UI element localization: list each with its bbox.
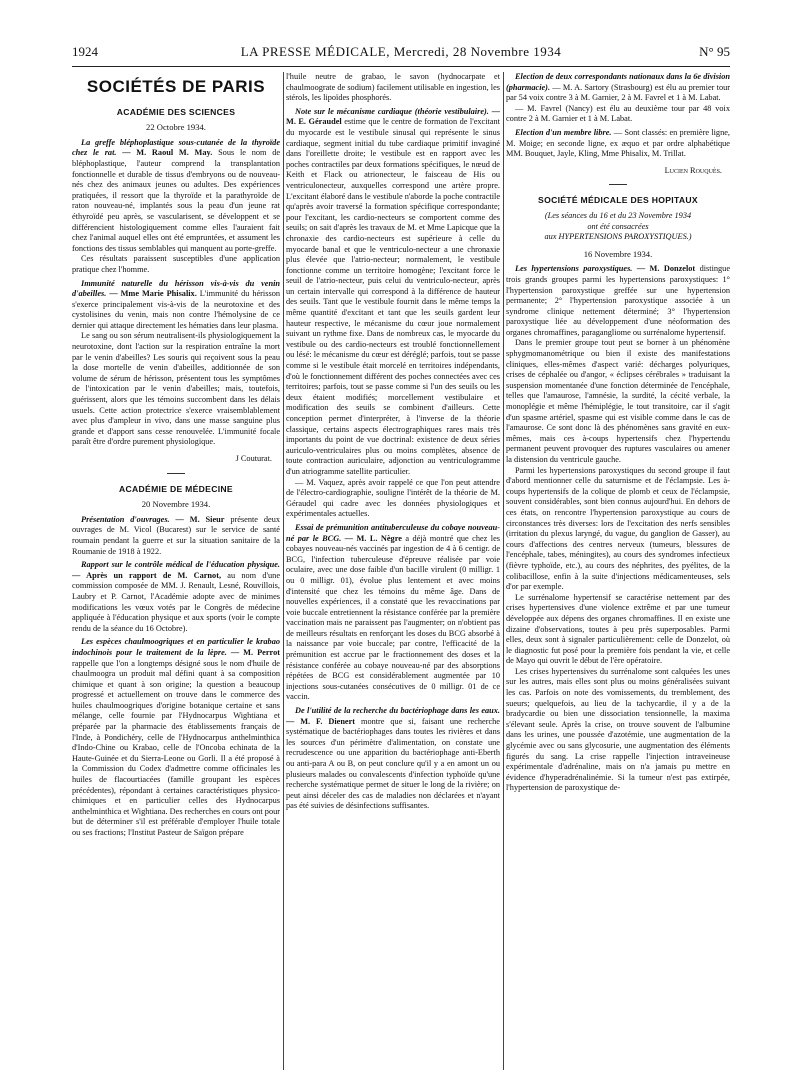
article-title: Rapport sur le contrôle médical de l'éducation physique. xyxy=(81,560,280,570)
article-paragraph: Le surrénalome hypertensif se caractérise nettement par des crises hypertensives d'une violence extrême et par une tumeur développée aux dépens des organes chromaffines. Il en existe une dizaine d'observations, toutes à peu près superposables. Parmi elles, deux sont à signaler particulièrement: celle de Donzelot, où le diagnostic fut posé pour la première fois pendant la vie, et celle de Mayo qui ouvrit le début de l'ère opératoire. xyxy=(506,592,730,666)
article-title: Les espèces chaulmoogriques et en particulier le krabao indochinois pour le traitement de la lèpre. xyxy=(72,637,280,657)
signature: J Couturat. xyxy=(235,454,272,463)
section-heading-academie-sciences: ACADÉMIE DES SCIENCES xyxy=(116,106,236,117)
section-date: 20 Novembre 1934. xyxy=(141,499,211,510)
article-paragraph: De l'utilité de la recherche du bactériophage dans les eaux. — M. F. Dienert montre que si, faisant une recherche systématique de bactériophages dans toutes les rivières et dans les sources d'un périmètre d'alimentation, on constate une recrudescence ou une apparition du bactériophage anti-Eberth ou anti-para A ou B, on peut conclure qu'il y a en amont un ou plusieurs malades ou convalescents d'infection typhoïde qu'une recherche systématique permet de situer le long de la rivière; on peut ainsi déceler des cas de maladies non déclarées et n'ayant pas été suivies de désinfections suffisantes. xyxy=(286,706,500,811)
section-separator xyxy=(609,184,627,185)
article-author: — Mme Marie Phisalix. xyxy=(109,289,197,299)
article-paragraph: — M. Vaquez, après avoir rappelé ce que l'on peut attendre de l'électro-cardiographie, souligne l'intérêt de la théorie de M. Géraudel qui cadre avec les données physiologiques et expérimentales actuelles. xyxy=(286,477,500,519)
article-paragraph: Immunité naturelle du hérisson vis-à-vis du venin d'abeilles. — Mme Marie Phisalix. L'immunité du hérisson s'exerce principalement vis-à-vis de la neurotoxine et des cystolisines du venin, mais non contre l'hémolysine de ce dernier qui attaque directement les hématies dans leur plasma. xyxy=(72,278,280,330)
signature: Lucien Rouquès. xyxy=(664,165,722,175)
article-paragraph: Parmi les hypertensions paroxystiques du second groupe il faut d'abord mentionner celle du saturnisme et de l'éclampsie. Les à-coups hypertensifs de la colique de plomb et ceux de l'éclampsie, souvent considérables, sont bien connus aujourd'hui. En dehors de ces états, on rencontre l'hypertension paroxystique au cours de circonstances très diverses: lors de l'excitation des nerfs sensibles (irritation du plexus laryngé, du vague, du ganglion de Gasser), au cours d'affections des centres nerveux (tumeurs, blessures de l'encéphale, tabes, méningites), au cours des syndromes infectieux (fièvre typhoïde, etc.), au cours des néphrites, des pyélites, de la colibacillose, enfin à la suite d'injections médicamenteuses, sels d'or par exemple. xyxy=(506,465,730,592)
journal-title: LA PRESSE MÉDICALE, Mercredi, 28 Novembre 1934 xyxy=(240,44,562,59)
article-paragraph: Ces résultats paraissent susceptibles d'une application pratique chez l'homme. xyxy=(72,254,280,274)
article-title: Immunité naturelle du hérisson vis-à-vis du venin d'abeilles. xyxy=(72,278,280,299)
article-paragraph: Les crises hypertensives du surrénalome sont calquées les unes sur les autres, mais elles sont plus ou moins généralisées suivant les cas. Parfois on note des vomissements, du tremblement, des sueurs; quelquefois, au lieu de la tachycardie, il y a de la bradycardie ou bien une dissociation tensionnelle, la maxima s'élevant seule. Après la crise, on trouve souvent de l'albumine dans les urines, une poussée d'azotémie, une augmentation de la glycémie avec ou sans glycosurie, une augmentation des éléments figurés du sang. La crise rappelle l'injection intraveineuse expérimentale d'adrénaline, mais on n'a jamais pu mettre en évidence d'hyperadrénalinémie. Si la tumeur n'est pas extirpée, l'hypertension de paroxystique de- xyxy=(506,666,730,793)
article-title: De l'utilité de la recherche du bactériophage dans les eaux. xyxy=(295,706,500,716)
article-paragraph: l'huile neutre de grabao, le savon (hydnocarpate et chaulmoograte de sodium) facilement utilisable en ingestion, les stérols, les lipoïdes phosphorés. xyxy=(286,72,500,103)
column-1 xyxy=(72,72,280,1072)
article-paragraph: Le sang ou son sérum neutralisent-ils physiologiquement la neurotoxine, dont l'action sur la respiration entraîne la mort par le venin d'abeilles? Les souris qui reçoivent sous la peau la dose mortelle de venin d'abeilles, additionnée de son volume de sérum de hérisson, présentent tous les symptômes de l'intoxication par le venin d'abeilles; mais, toutefois, guérissent, alors que les témoins succombent dans les délais usuels. Cette action protectrice s'exerce vraisemblablement avec plus d'ampleur in vivo, dans une masse sanguine plus grande et d'apport sans cesse renouvelée. L'immunité focale paraît être d'ordre purement physiologique. xyxy=(72,331,280,447)
page-header xyxy=(72,44,730,66)
article-author: — Après un rapport de M. Carnot, xyxy=(72,570,222,580)
page-number-left: 1924 xyxy=(72,44,98,59)
article-paragraph: Note sur le mécanisme cardiaque (théorie vestibulaire). — M. E. Géraudel estime que le centre de formation de l'excitant du myocarde est le vestibule sinusal qui représente le sinus cardiaque, segment initial du tube cardiaque primitif invaginé dans l'oreillette droite; le vestibule est en rapport avec les poches contractiles par deux formations spécifiques, le nœud de Keith et Flack ou atrionecteur, le faisceau de His ou ventriculonecteur, auxquelles correspond une artère propre. L'excitant élaboré dans le vestibule n'aborde la poche contractile qu'après avoir traversé la formation spécifique correspondante; pour l'excitant, les cardio-necteurs se comportent comme des seuils; on sait d'après les travaux de M. et Mme Lapicque que la chronaxie des cardio-necteurs est supérieure à celle du myocarde banal et que le ventriculo-necteur a une chronaxie plus élevée que l'atrio-necteur; normalement, le vestibule fonctionne comme un territoire homogène; l'excitant force le seuil de l'atrio-necteur, puis celui du ventriculo-necteur, après un certain intervalle qui correspond à la différence de hauteur des seuils. Tant que le vestibule fournit dans le même temps la même quantité d'excitant et tant que les seuils gardent leur hauteur respective, le mécanisme du cœur joue normalement suivant un rythme fixe. Dans de nombreux cas, le myocarde du vestibule ou des cardio-necteurs est troublé fonctionnellement ou lésé: le mécanisme du cœur est déréglé; parfois, tout se passe comme si le vestibule était morcelé en territoires indépendants, d'où le fonctionnement différent des poches connectées avec ces territoires; parfois, tout se passe comme si l'un des seuils ou les deux étaient modifiés; morcellement vestibulaire et modification des seuils se combinent d'ailleurs. Cette conception permet d'interpréter, à l'inverse de la théorie classique, certains aspects électrographiques rares mais très importants du point de vue doctrinal: existence de deux séries auriculo-ventriculaires plus ou moins complètes, absence de toute contraction auriculaire, adjonction au ventriculogramme d'un atriogramme satellite particulier. xyxy=(286,106,500,476)
article-title: Présentation d'ouvrages. xyxy=(81,514,170,524)
section-intro: (Les séances du 16 et du 23 Novembre 1934 ont été consacrées aux HYPERTENSIONS PAROXYSTIQUES.) xyxy=(544,210,692,242)
article-paragraph: Essai de prémunition antituberculeuse du cobaye nouveau-né par le BCG. — M. L. Nègre a déjà montré que chez les cobayes nouveau-nés vaccinés par ingestion de 4 à 6 centigr. de BCG, l'infection tuberculeuse d'épreuve réalisée par voie oculaire, avec une dose faible d'un bacille virulent (0 milligr. 1 ou 0 milligr. 01), évolue plus lentement et avec moins d'intensité que chez les témoins du même âge. Dans de nouvelles expériences, il a constaté que les revaccinations par voie buccale entretiennent la résistance conférée par la première vaccination mais ne paraissent pas l'augmenter; on n'obtient pas de meilleurs résultats en renforçant les doses du BCG absorbé à la naissance par voie buccale; par contre, l'efficacité de la prémunition est accrue par le fractionnement des doses et la résistance conférée au cobaye nouveau-né par des absorptions répétées de BCG est considérablement augmentée par 10 injections sous-cutanées consécutives de 0 milligr. 01 de ce vaccin. xyxy=(286,522,500,702)
section-heading-societe-medicale: SOCIÉTÉ MÉDICALE DES HOPITAUX xyxy=(538,195,698,206)
section-date: 16 Novembre 1934. xyxy=(583,248,653,259)
article-paragraph: Dans le premier groupe tout peut se borner à un phénomène sphygmomanométrique ou bien il existe des manifestations cliniques, elles-mêmes d'aspect varié: décharges polyuriques, crises de céphalée ou d'angor, « éclipses cérébrales » traduisant la suspension momentanée d'une fonction déterminée de l'encéphale, telles que l'amaurose, l'amnésie, la surdité, la cécité verbale, la monoplégie et même l'hémiplégie, le tout transitoire, car il s'agit d'un spasme artériel, spasme qui est visible comme dans le cas de l'amaurose. Ce sont donc là des phénomènes sans gravité en eux-mêmes, mais ces à-coups hypertensifs chez l'hypertendu permanent peuvent provoquer des ruptures vasculaires ou amener la distension du ventricule gauche. xyxy=(506,338,730,464)
article-paragraph: Election de deux correspondants nationaux dans la 6e division (pharmacie). — M. A. Sartory (Strasbourg) est élu au premier tour par 54 voix contre 3 à M. Garnier, 2 à M. Favrel et 1 à M. Labat. xyxy=(506,72,730,103)
section-date: 22 Octobre 1934. xyxy=(146,122,206,133)
article-title: Essai de prémunition antituberculeuse du cobaye nouveau-né par le BCG. xyxy=(286,522,500,543)
section-heading-academie-medecine: ACADÉMIE DE MÉDECINE xyxy=(119,483,233,494)
article-author: — M. E. Géraudel xyxy=(286,106,500,127)
article-paragraph: Rapport sur le contrôle médical de l'éducation physique. — Après un rapport de M. Carnot, au nom d'une commission composée de MM. J. Renault, Lesné, Rouvillois, Laubry et P. Carnot, l'Académie adopte avec de minimes modifications les vœux votés par le Congrès de médecine appliquée à l'éducation physique et aux sports (voir le compte rendu de la séance du 16 Octobre). xyxy=(72,560,280,633)
article-title: Election de deux correspondants nationaux dans la 6e division (pharmacie). xyxy=(506,72,730,92)
column-divider-2 xyxy=(503,72,504,1070)
article-title: Les hypertensions paroxystiques. xyxy=(515,264,633,274)
article-title: Note sur le mécanisme cardiaque (théorie vestibulaire). xyxy=(295,106,489,116)
article-paragraph: Les espèces chaulmoogriques et en particulier le krabao indochinois pour le traitement de la lèpre. — M. Perrot rappelle que l'on a longtemps désigné sous le nom d'huile de chaulmoogra un produit mal défini quant à sa composition chimique et quant à son origine; la question a beaucoup progressé et actuellement on trouve dans le commerce des huiles chaulmoogriques d'origine botanique certaine et sans mélange, celle fournie par l'Hydnocarpus Wightiana et préparée par la pharmacie des établissements français de l'Inde, à Pondichéry, celle de l'Hydnocarpus anthelminthica d'Indo-Chine ou Krabao, celle de l'Oncoba echinata de la Haute-Guinée et du Sierra-Leone ou Gorli. Il a été proposé à la Commission du Codex d'admettre comme officinales les huiles de flacourtiacées (famille groupant les espèces précédentes), répondant à certaines caractéristiques physico-chimiques et en particulier celles des Hydnocarpus anthelminthica et Wightiana. Des recherches en cours ont pour but de déterminer s'il est préférable d'employer l'huile totale ou ses fractions; l'Institut Pasteur de Saïgon prépare xyxy=(72,637,280,837)
article-author: — M. Donzelot xyxy=(636,264,696,274)
article-author: — M. F. Dienert xyxy=(286,716,356,726)
column-3 xyxy=(506,72,730,1072)
column-2 xyxy=(286,72,500,1072)
article-paragraph: La greffe bléphoplastique sous-cutanée de la thyroïde chez le rat. — M. Raoul M. May. Sous le nom de bléphoplastique, l'auteur comprend la transplantation fonctionnelle et durable de tissus d'embryons ou de nouveau-nés chez des animaux jeunes ou adultes. Des expériences pratiquées, il ressort que la thyroïde et la parathyroïde de raton nouveau-né, implantés sous la peau d'un jeune rat éthyroïdé peu après, se vascularisent, se développent et se différencient histologiquement comme elles l'auraient fait chez l'animal auquel elles ont été empruntées, et assument les fonctions des tissus semblables qui manquent au porte-greffe. xyxy=(72,137,280,253)
article-author: — M. L. Nègre xyxy=(344,533,402,543)
article-author: — M. Sieur xyxy=(175,514,225,524)
header-rule xyxy=(72,66,730,67)
article-title: La greffe bléphoplastique sous-cutanée de la thyroïde chez le rat. xyxy=(72,137,280,158)
article-author: — M. Raoul M. May. xyxy=(122,148,213,158)
main-title: SOCIÉTÉS DE PARIS xyxy=(86,77,266,96)
issue-number: N° 95 xyxy=(699,44,730,59)
article-paragraph: Election d'un membre libre. — Sont classés: en première ligne, M. Moige; en seconde ligne, ex æquo et par ordre alphabétique MM. Bouquet, Jayle, Kling, Mme Phisalix, M. Trillat. xyxy=(506,127,730,159)
article-paragraph: — M. Favrel (Nancy) est élu au deuxième tour par 48 voix contre 2 à M. Garnier et 1 à M. Labat. xyxy=(506,103,730,124)
article-author: — M. Perrot xyxy=(230,647,280,657)
article-paragraph: Présentation d'ouvrages. — M. Sieur présente deux ouvrages de M. Vicol (Bucarest) sur le service de santé roumain pendant la guerre et sur la situation sanitaire de la Roumanie de 1918 à 1922. xyxy=(72,514,280,556)
article-title: Election d'un membre libre. xyxy=(515,127,612,137)
article-paragraph: Les hypertensions paroxystiques. — M. Donzelot distingue trois grands groupes parmi les hypertensions paroxystiques: 1° l'hypertension paroxystique greffée sur une hypertension permanente; 2° l'hypertension paroxystique associée à un syndrome clinique nettement déterminé; 3° l'hypertension paroxystique liée au développement d'une néoformation des organes chromaffines, paragangliome ou surrénalome hypertensif. xyxy=(506,264,730,337)
section-separator xyxy=(167,473,185,474)
column-divider-1 xyxy=(283,72,284,1070)
